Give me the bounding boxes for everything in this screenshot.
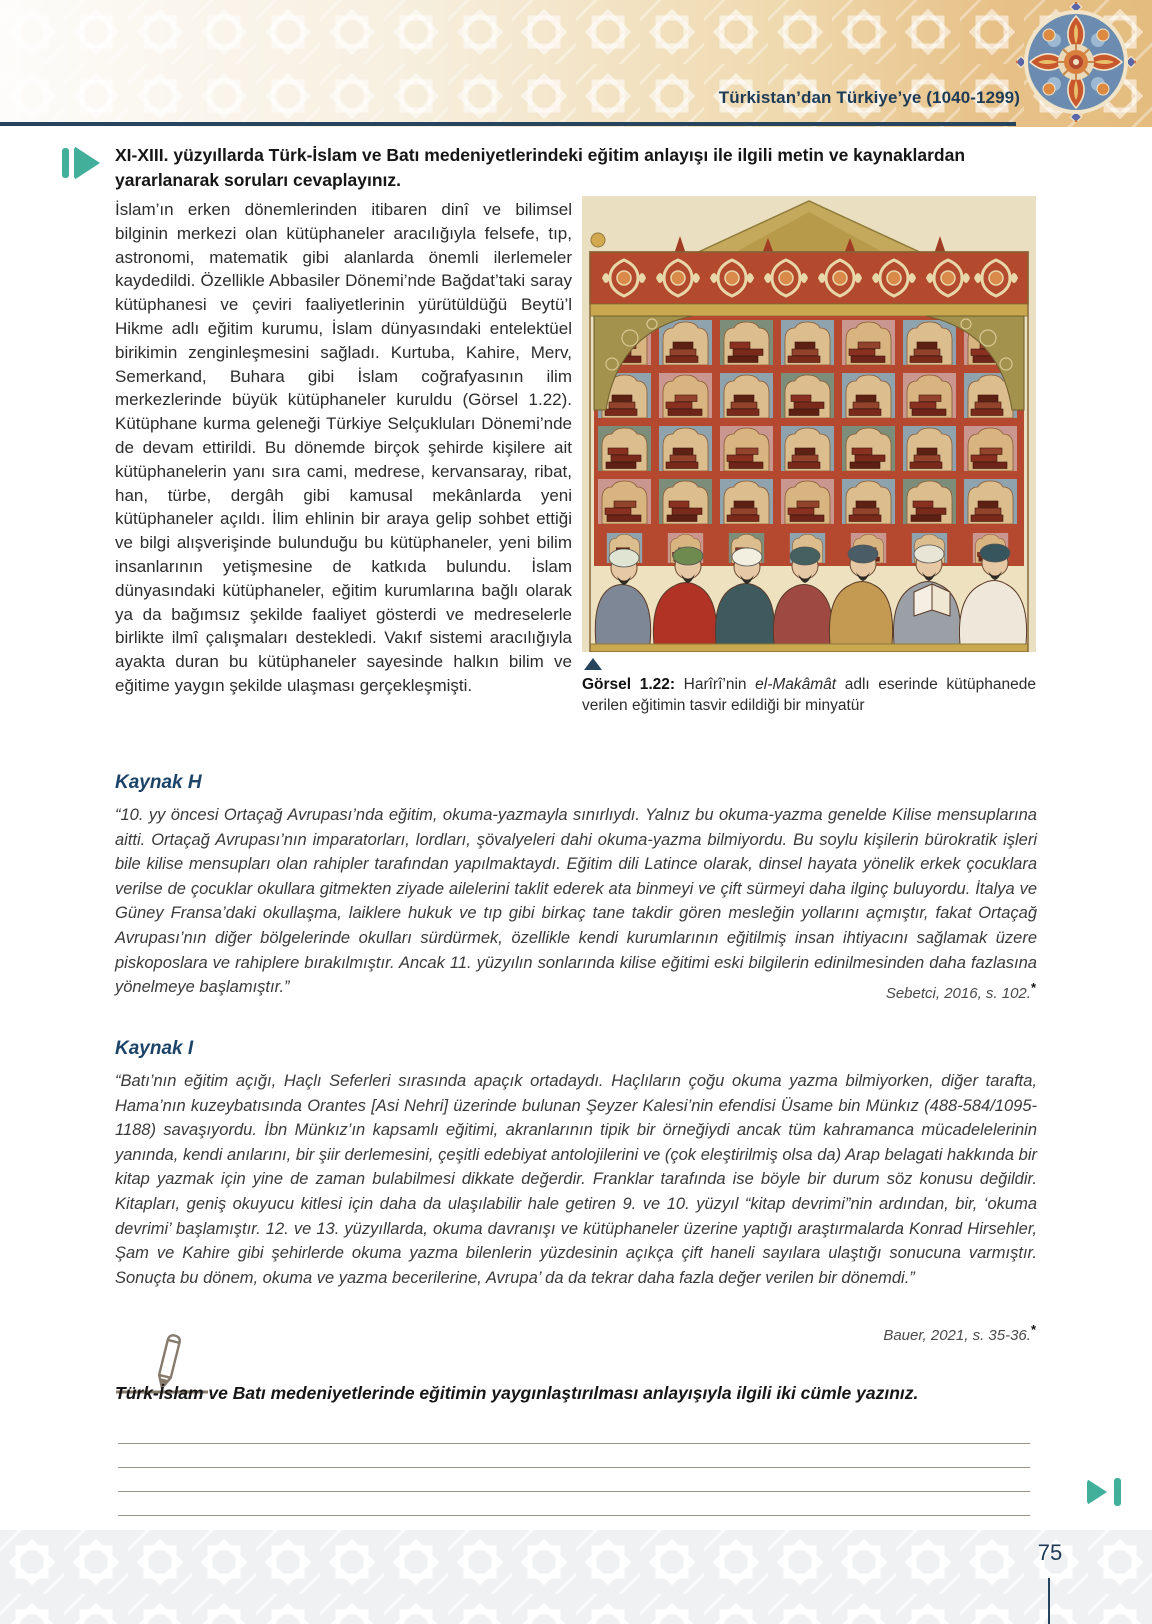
source-h-text: “10. yy öncesi Ortaçağ Avrupası’nda eğitim, okuma-yazmayla sınırlıydı. Yalnız bu okuma-yazma genelde Kilise mensuplarına aitti. Ortaçağ Avrupası’nın imparatorları, lordları, şövalyeleri dahi okuma-yazma bilmiyordu. Bu soylu kişilerin bürokratik işleri bile kilise mensupları olan rahipler tarafından yapılmaktaydı. Eğitim dili Latince olarak, dinsel hayata yönelik erkek çocuklara verilse de çocuklar okullara gitmekten ziyade ailelerini taklit ederek ata binmeyi ve çift sürmeyi daha ilginç buluyordu. İtalya ve Güney Fransa’daki okullaşma, laiklere hukuk ve tıp gibi birkaç tane takdir gören mesleğin yollarını açmıştır, fakat Ortaçağ Avrupası’nın diğer bölgelerinde okulları sürdürmek, özellikle kendi kurumlarının eğitilmiş insan ihtiyacını sağlamak üzere piskoposlara ve rahiplere bırakılmıştır. Ancak 11. yüzyılın sonlarında kilise eğitimi eski bilgilerin edinilmesinden daha fazlasına yönelmeye başlamıştır.”: [115, 806, 1037, 997]
footnote-asterisk: *: [1030, 1322, 1036, 1337]
girih-pattern-texture: [0, 1530, 1152, 1624]
source-h-title: Kaynak H: [115, 772, 202, 793]
figure-caption: Görsel 1.22: Harîrî’nin el-Makâmât adlı eserinde kütüphanede verilen eğitimin tasvir edildiği bir minyatür: [582, 676, 1036, 714]
source-h-citation: Sebetci, 2016, s. 102.*: [885, 980, 1036, 1002]
source-i-citation: Bauer, 2021, s. 35-36.*: [883, 1322, 1036, 1344]
footnote-asterisk: *: [1030, 980, 1036, 995]
article-paragraph: İslam’ın erken dönemlerinden itibaren dinî ve bilimsel bilginin merkezi olan kütüphaneler aracılığıyla felsefe, tıp, astronomi, matematik gibi alanlarda önemli ilerlemeler kaydedildi. Özellikle Abbasiler Dönemi’nde Bağdat’taki saray kütüphanesi ve çeviri faaliyetlerinin yürütüldüğü Beytü’l Hikme adlı eğitim kurumu, İslam dünyasındaki entelektüel birikimin zenginleşmesini sağladı. Kurtuba, Kahire, Merv, Semerkand, Buhara gibi İslam coğrafyasının ilim merkezlerinde büyük kütüphaneler kuruldu (Görsel 1.22). Kütüphane kurma geleneği Türkiye Selçukluları Dönemi’nde de devam ettirildi. Bu dönemde birçok şehirde kişilere ait kütüphanelerin yanı sıra cami, medrese, kervansaray, ribat, han, türbe, dergâh gibi kamusal mekânlarda yeni kütüphaneler açıldı. İlim ehlinin bir araya gelip sohbet ettiği ve bilgi alışverişinde bulunduğu bu kütüphaneler, yeni bilim insanlarının yetişmesine de katkıda bulundu. İslam dünyasındaki kütüphaneler, eğitim kurumlarına bağlı olarak ya da bağımsız şekilde faaliyet gösterdi ve medreselerle birlikte ilmî çalışmaları destekledi. Vakıf sistemi aracılığıyla ayakta duran bu kütüphaneler sayesinde halkın bilim ve eğitime yaygın şekilde ulaşması gerçekleşmişti.: [115, 200, 572, 695]
caption-triangle-icon: [584, 658, 602, 670]
chapter-title: Türkistan’dan Türkiye’ye (1040-1299): [718, 88, 1020, 107]
writing-prompt: Türk-İslam ve Batı medeniyetlerinde eğitimin yaygınlaştırılması anlayışıyla ilgili iki cümle yazınız.: [115, 1383, 919, 1403]
answer-line: [118, 1444, 1030, 1468]
answer-line: [118, 1492, 1030, 1516]
rosette-ornament-icon: [1016, 2, 1136, 122]
header-band: [0, 0, 1152, 127]
header-divider: [0, 122, 1016, 126]
source-i-text: “Batı’nın eğitim açığı, Haçlı Seferleri sırasında apaçık ortadaydı. Haçlıların çoğu okuma yazma bilmiyorken, diğer tarafta, Hama’nın kuzeybatısında Orantes [Asi Nehri] üzerinde bulunan Şeyzer Kalesi’nin efendisi Üsame bin Münkız (488-584/1095-1188) savaşıyordu. İbn Münkız’ın kapsamlı eğitimi, akranlarının tipik bir örneğiydi ancak tüm kahramanca mücadelelerinin yanında, kendi anılarını, bir şiir derlemesini, çeşitli edebiyat antolojilerini ve (çok eleştirilmiş olsa da) Arap belagati hakkında bir kitap yazmak için yine de zaman bulabilmesi dikkate değerdir. Franklar tarafında ise böyle bir durum söz konusu değildir. Kitapları, geniş okuyucu kitlesi için daha da ulaşılabilir hale getiren 9. ve 10. yüzyıl “kitap devrimi”nin ardından, bir, ‘okuma devrimi’ başlamıştır. 12. ve 13. yüzyıllarda, okuma davranışı ve kütüphaneler üzerine yaptığı araştırmalarda Konrad Hirsehler, Şam ve Kahire gibi şehirlerde okuma yazma bilenlerin yüzdesinin açıkça çift haneli sayılara ulaştığı sonucuna varmıştır. Sonuçta bu dönem, okuma ve yazma becerilerine, Avrupa’ da da tekrar daha fazla değer verilen bir dönemdi.”: [115, 1072, 1037, 1287]
activity-end-icon: [1087, 1478, 1121, 1506]
answer-lines: [118, 1420, 1030, 1516]
answer-line: [118, 1420, 1030, 1444]
source-i-title: Kaynak I: [115, 1038, 194, 1059]
figure-caption-label: Görsel 1.22:: [582, 676, 676, 693]
page-number: 75: [1037, 1540, 1063, 1565]
answer-line: [118, 1468, 1030, 1492]
activity-play-icon: [62, 146, 104, 180]
miniature-image: [582, 196, 1036, 652]
figure-1-22: [582, 196, 1036, 716]
footer-band: [0, 1530, 1152, 1624]
page-number-rule: [1048, 1578, 1050, 1624]
task-heading: XI-XIII. yüzyıllarda Türk-İslam ve Batı medeniyetlerindeki eğitim anlayışı ile ilgili metin ve kaynaklardan yararlanarak soruları cevaplayınız.: [115, 145, 966, 190]
